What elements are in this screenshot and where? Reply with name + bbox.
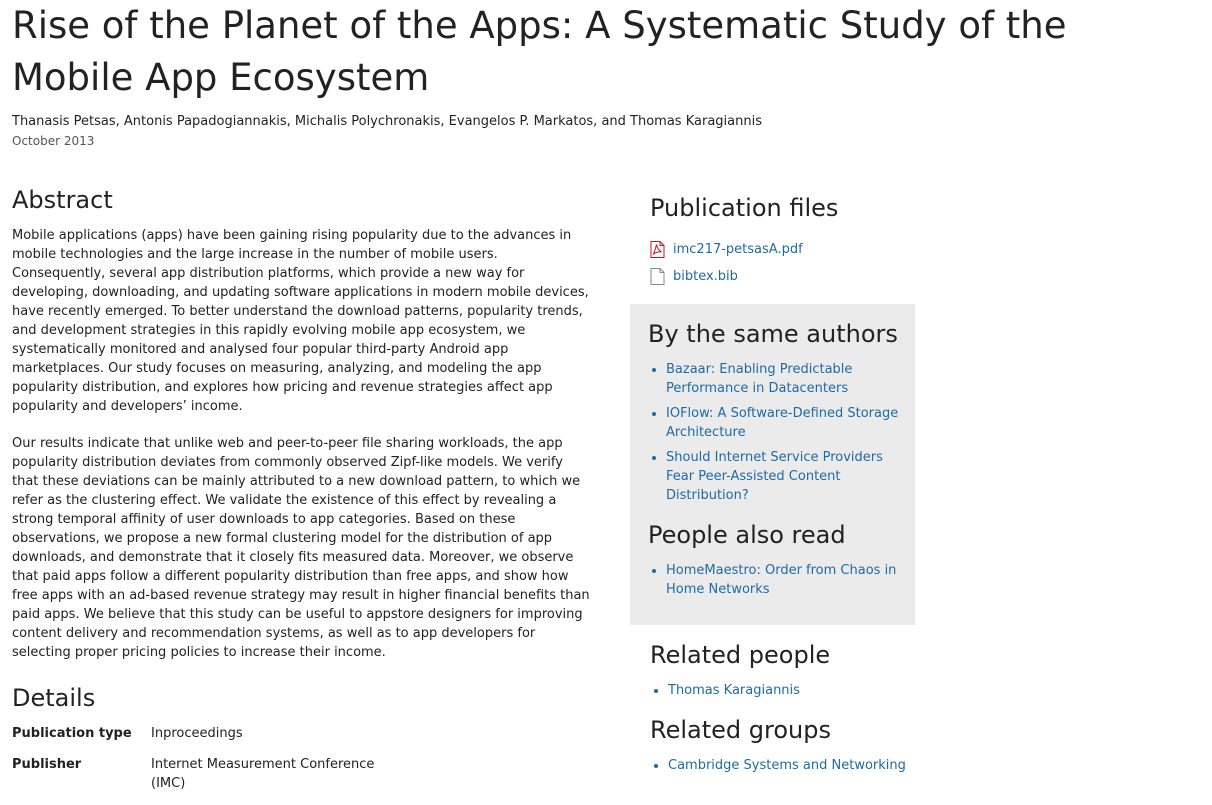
same-authors-list [648, 360, 901, 505]
page-title-line-1: Rise of the Planet of the Apps: A Systematic Study of the [12, 4, 1067, 47]
details-row-publisher [12, 755, 391, 805]
file-item-pdf [650, 236, 915, 263]
list-item [668, 681, 915, 700]
file-link-pdf[interactable]: imc217-petsasA.pdf [673, 242, 803, 257]
related-person-link[interactable]: Thomas Karagiannis [668, 683, 800, 698]
details-label: Publisher [12, 757, 82, 772]
details-heading: Details [12, 684, 96, 712]
abstract-heading: Abstract [12, 186, 113, 214]
list-item [666, 404, 901, 442]
related-section [630, 625, 915, 775]
publication-files-heading: Publication files [650, 194, 839, 222]
same-authors-link-ioflow[interactable]: IOFlow: A Software-Defined Storage Architecture [666, 406, 899, 440]
same-authors-heading: By the same authors [648, 320, 898, 348]
list-item [666, 448, 901, 505]
publication-files-section [630, 190, 915, 290]
also-read-list [648, 561, 901, 599]
details-value: Inproceedings [151, 726, 243, 741]
related-groups-list [650, 756, 915, 775]
details-label: Publication type [12, 726, 132, 741]
related-people-heading: Related people [650, 641, 831, 669]
pdf-file-icon [650, 241, 665, 258]
also-read-heading: People also read [648, 521, 846, 549]
related-people-list [650, 681, 915, 700]
related-publications-box [630, 304, 915, 625]
details-table [12, 724, 391, 805]
file-item-bib [650, 263, 915, 290]
page-title-line-2: Mobile App Ecosystem [12, 56, 430, 99]
generic-file-icon [650, 268, 665, 285]
related-groups-heading: Related groups [650, 716, 831, 744]
list-item [666, 360, 901, 398]
same-authors-link-isp[interactable]: Should Internet Service Providers Fear Peer-Assisted Content Distribution? [666, 450, 883, 503]
page-title [12, 0, 1212, 104]
same-authors-link-bazaar[interactable]: Bazaar: Enabling Predictable Performance in Datacenters [666, 362, 853, 396]
author-list: Thanasis Petsas, Antonis Papadogiannakis, Michalis Polychronakis, Evangelos P. Markatos, and Thomas Karagiannis [12, 114, 762, 129]
sidebar [630, 190, 915, 781]
abstract-paragraph-2: Our results indicate that unlike web and peer-to-peer file sharing workloads, the app popularity distribution deviates from commonly observed Zipf-like models. We verify that these deviations can be mainly attributed to a new download pattern, to which we refer as the clustering effect. We validate the existence of this effect by revealing a strong temporal affinity of user downloads to app categories. Based on these observations, we propose a new formal clustering model for the distribution of app downloads, and demonstrate that it closely fits measured data. Moreover, we observe that paid apps follow a different popularity distribution than free apps, and show how free apps with an ad-based revenue strategy may result in higher financial benefits than paid apps. We believe that this study can be useful to appstore designers for improving content delivery and recommendation systems, as well as to app developers for selecting proper pricing policies to increase their income. [12, 436, 590, 660]
main-content [12, 182, 590, 805]
file-list [650, 236, 915, 290]
details-row-publication-type [12, 724, 391, 755]
abstract-paragraph-1: Mobile applications (apps) have been gaining rising popularity due to the advances in mobile technologies and the large increase in the number of mobile users. Consequently, several app distribution platforms, which provide a new way for developing, downloading, and updating software applications in modern mobile devices, have recently emerged. To better understand the download patterns, popularity trends, and development strategies in this rapidly evolving mobile app ecosystem, we systematically monitored and analysed four popular third-party Android app marketplaces. Our study focuses on measuring, analyzing, and modeling the app popularity distribution, and explores how pricing and revenue strategies affect app popularity and developers’ income. [12, 228, 589, 414]
file-link-bib[interactable]: bibtex.bib [673, 269, 738, 284]
also-read-link-homemaestro[interactable]: HomeMaestro: Order from Chaos in Home Networks [666, 563, 897, 597]
list-item [668, 756, 915, 775]
related-group-link[interactable]: Cambridge Systems and Networking [668, 758, 906, 773]
publication-date: October 2013 [12, 134, 95, 148]
details-value: Internet Measurement Conference (IMC) [151, 757, 375, 791]
list-item [666, 561, 901, 599]
